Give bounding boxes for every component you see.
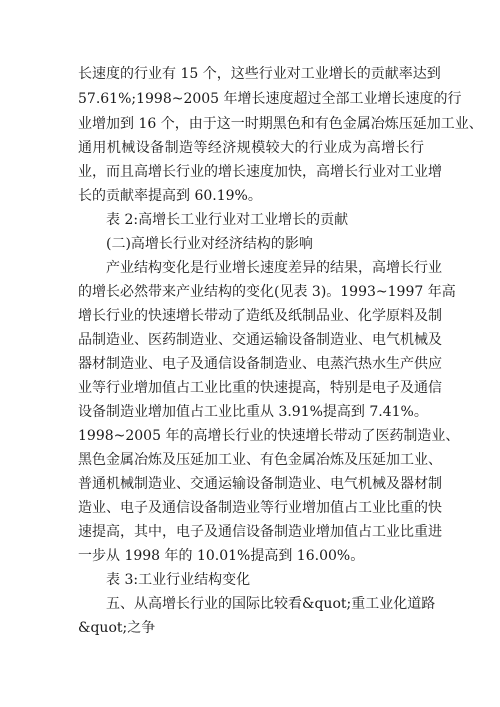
text-line: 速提高，其中，电子及通信设备制造业增加值占工业比重进 xyxy=(78,524,442,540)
text-line: 一步从 1998 年的 10.01%提高到 16.00%。 xyxy=(78,548,365,564)
text-line: 1998~2005 年的高增长行业的快速增长带动了医药制造业、 xyxy=(78,428,460,444)
text-line: 造业、电子及通信设备制造业等行业增加值占工业比重的快 xyxy=(78,500,442,516)
text-line: 长的贡献率提高到 60.19%。 xyxy=(78,188,262,204)
table-caption: 表 3:工业行业结构变化 xyxy=(106,572,251,588)
section-heading: (二)高增长行业对经济结构的影响 xyxy=(106,236,313,252)
text-line: 设备制造业增加值占工业比重从 3.91%提高到 7.41%。 xyxy=(78,404,428,420)
section-heading: 五、从高增长行业的国际比较看&quot;重工业化道路 xyxy=(106,596,436,612)
text-line: 业增加到 16 个，由于这一时期黑色和有色金属冶炼压延加工业、 xyxy=(78,116,483,132)
table-caption: 表 2:高增长工业行业对工业增长的贡献 xyxy=(106,212,349,228)
text-line: 57.61%;1998~2005 年增长速度超过全部工业增长速度的行 xyxy=(78,91,462,107)
text-line: 通用机械设备制造等经济规模较大的行业成为高增长行 xyxy=(78,140,424,156)
text-line: 业，而且高增长行业的增长速度加快，高增长行业对工业增 xyxy=(78,164,442,180)
text-line: 增长行业的快速增长带动了造纸及纸制品业、化学原料及制 xyxy=(78,308,442,324)
text-line: 器材制造业、电子及通信设备制造业、电蒸汽热水生产供应 xyxy=(78,356,442,372)
text-line: 黑色金属冶炼及压延加工业、有色金属冶炼及压延加工业、 xyxy=(78,452,442,468)
section-heading-continuation: &quot;之争 xyxy=(78,620,156,636)
text-line: 长速度的行业有 15 个，这些行业对工业增长的贡献率达到 xyxy=(78,66,441,82)
text-line: 普通机械制造业、交通运输设备制造业、电气机械及器材制 xyxy=(78,476,442,492)
text-line: 的增长必然带来产业结构的变化(见表 3)。1993~1997 年高 xyxy=(78,284,456,300)
text-line: 业等行业增加值占工业比重的快速提高，特别是电子及通信 xyxy=(78,380,442,396)
text-line: 产业结构变化是行业增长速度差异的结果，高增长行业 xyxy=(106,260,442,276)
text-line: 品制造业、医药制造业、交通运输设备制造业、电气机械及 xyxy=(78,332,442,348)
